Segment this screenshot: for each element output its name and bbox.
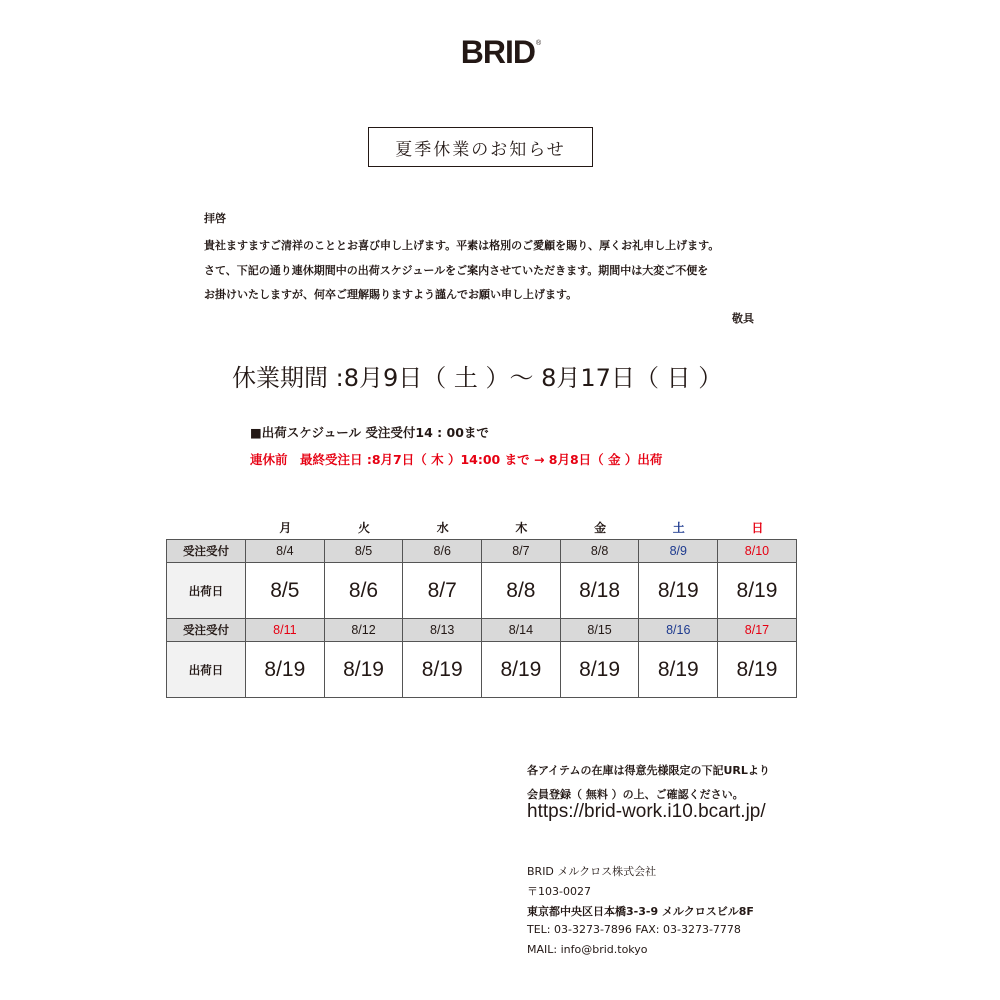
order-date-saturday: 8/9 [639,540,718,563]
row-label-order: 受注受付 [167,619,246,642]
letter-line: 貴社ますますご清祥のこととお喜び申し上げます。平素は格別のご愛顧を賜り、厚くお礼申し上げます。 [204,239,720,252]
order-date: 8/14 [482,619,561,642]
company-tel-fax: TEL: 03-3273-7896 FAX: 03-3273-7778 [527,923,741,936]
ship-date: 8/7 [403,563,482,619]
weekday-label-saturday: 土 [672,521,685,535]
ship-row [167,563,797,619]
company-address: 東京都中央区日本橋3-3-9 メルクロスビル8F [527,905,754,918]
ship-row [167,642,797,698]
company-postal: 〒103-0027 [527,885,591,898]
order-date-sunday: 8/10 [718,540,797,563]
letter-line: お掛けいたしますが、何卒ご理解賜りますよう謹んでお願い申し上げます。 [204,288,578,301]
order-date-sunday: 8/17 [718,619,797,642]
last-order-note: 連休前 最終受注日 :8月7日（ 木 ）14:00 まで → 8月8日（ 金 ）出荷 [250,452,663,467]
schedule-title: ■出荷スケジュール 受注受付14 : 00まで [250,425,489,440]
member-site-url[interactable]: https://brid-work.i10.bcart.jp/ [527,801,766,822]
ship-date: 8/19 [718,563,797,619]
holiday-period: 休業期間 :8月9日（ 土 ）～ 8月17日（ 日 ） [232,364,723,392]
stock-info-line: 会員登録（ 無料 ）の上、ご確認ください。 [527,788,744,801]
row-label-order: 受注受付 [167,540,246,563]
ship-date: 8/19 [482,642,561,698]
ship-date: 8/19 [560,642,639,698]
order-date: 8/4 [246,540,325,563]
weekday-label: 木 [515,521,528,535]
weekday-label: 月 [279,521,292,535]
ship-date: 8/18 [560,563,639,619]
order-date-saturday: 8/16 [639,619,718,642]
ship-date: 8/8 [482,563,561,619]
order-date-holiday: 8/11 [246,619,325,642]
order-date: 8/12 [324,619,403,642]
shipping-calendar [166,539,797,698]
ship-date: 8/19 [639,563,718,619]
stock-info-line: 各アイテムの在庫は得意先様限定の下記URLより [527,764,770,777]
ship-date: 8/6 [324,563,403,619]
order-row [167,619,797,642]
weekday-label: 火 [358,521,371,535]
weekday-label-sunday: 日 [751,521,764,535]
letter-line: さて、下記の通り連休期間中の出荷スケジュールをご案内させていただきます。期間中は大変ご不便を [204,264,709,277]
ship-date: 8/19 [639,642,718,698]
row-label-ship: 出荷日 [167,642,246,698]
weekday-label: 水 [436,521,449,535]
ship-date: 8/19 [718,642,797,698]
order-date: 8/8 [560,540,639,563]
notice-title: 夏季休業のお知らせ [368,127,593,167]
company-name: BRID メルクロス株式会社 [527,865,657,878]
order-date: 8/15 [560,619,639,642]
registered-mark: ® [536,40,541,47]
company-mail[interactable]: MAIL: info@brid.tokyo [527,943,648,956]
letter-opening: 拝啓 [204,212,226,225]
ship-date: 8/5 [246,563,325,619]
letter-closing: 敬具 [732,312,754,325]
weekday-label: 金 [594,521,607,535]
order-row [167,540,797,563]
row-label-ship: 出荷日 [167,563,246,619]
ship-date: 8/19 [246,642,325,698]
order-date: 8/5 [324,540,403,563]
ship-date: 8/19 [324,642,403,698]
order-date: 8/13 [403,619,482,642]
order-date: 8/6 [403,540,482,563]
company-info [527,863,754,963]
brand-name: BRID [460,34,536,70]
ship-date: 8/19 [403,642,482,698]
order-date: 8/7 [482,540,561,563]
weekday-header [246,519,797,536]
brand-logo [0,34,1000,71]
